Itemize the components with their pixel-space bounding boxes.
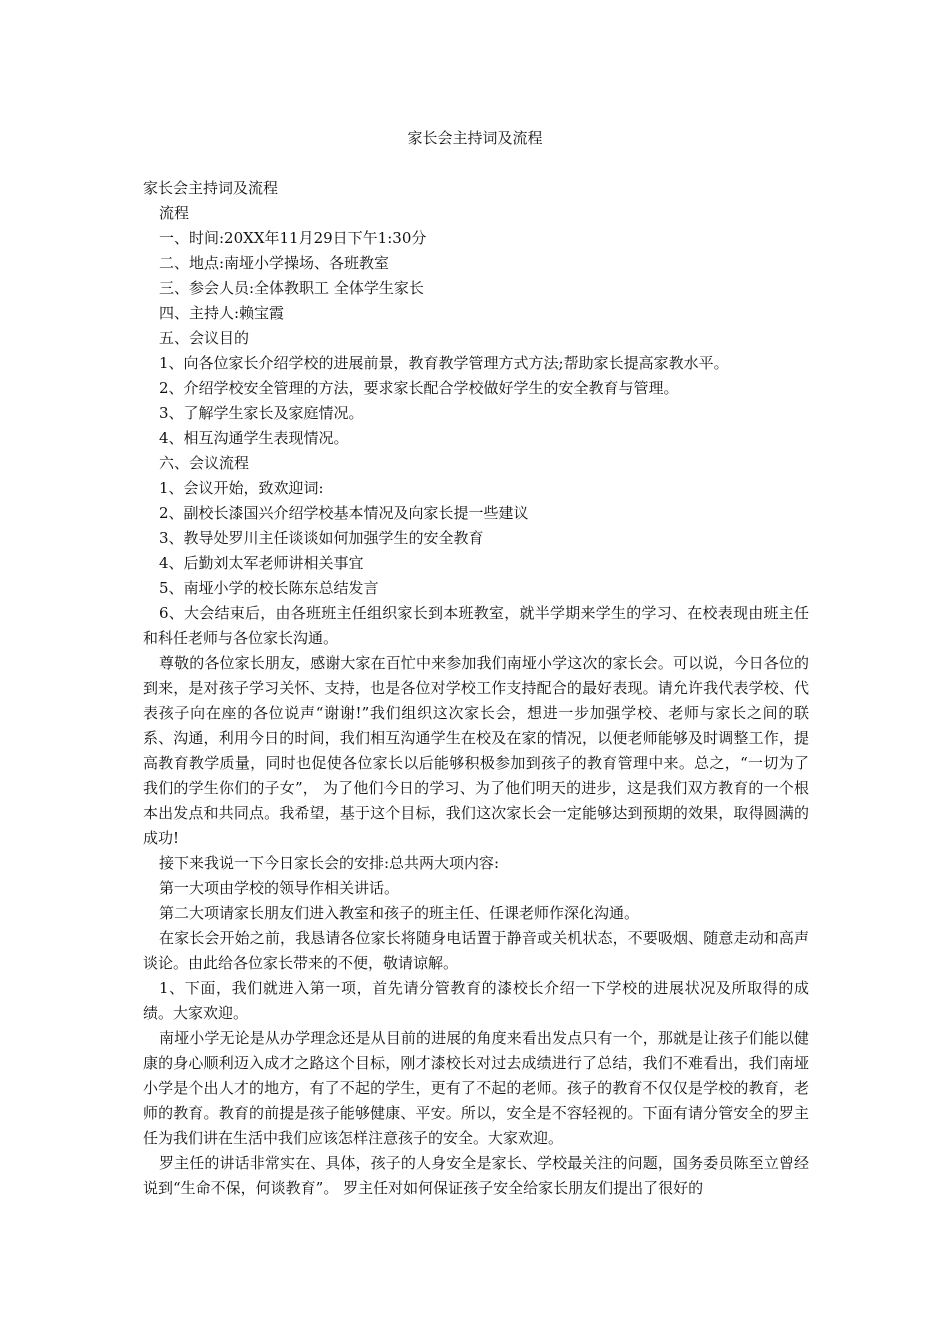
- text-line: 三、参会人员:全体教职工 全体学生家长: [159, 279, 424, 297]
- text-line: 流程: [159, 204, 190, 222]
- paragraph: 尊敬的各位家长朋友，感谢大家在百忙中来参加我们南垭小学这次的家长会。可以说，今日各位的到来，是对孩子学习关怀、支持，也是各位对学校工作支持配合的最好表现。请允许我代表学校、代表孩子向在座的各位说声“谢谢!”我们组织这次家长会，想进一步加强学校、老师与家长之间的联系、沟通，利用今日的时间，我们相互沟通学生在校及在家的情况，以便老师能够及时调整工作，提高教育教学质量，同时也促使各位家长以后能够积极参加到孩子的教育管理中来。总之，“一切为了我们的学生你们的子女”， 为了他们今日的学习、为了他们明天的进步，这是我们双方教育的一个根本出发点和共同点。我希望，基于这个目标，我们这次家长会一定能够达到预期的效果，取得圆满的成功!: [143, 654, 809, 847]
- text-line: 4、后勤刘太军老师讲相关事宜: [159, 554, 364, 572]
- paragraph: 第一大项由学校的领导作相关讲话。: [159, 879, 400, 897]
- document-heading: 家长会主持词及流程: [143, 179, 279, 197]
- text-line: 2、副校长漆国兴介绍学校基本情况及向家长提一些建议: [159, 504, 529, 522]
- paragraph: 南垭小学无论是从办学理念还是从目前的进展的角度来看出发点只有一个，那就是让孩子们能以健康的身心顺利迈入成才之路这个目标，刚才漆校长对过去成绩进行了总结，我们不难看出，我们南垭小学是个出人才的地方，有了不起的学生，更有了不起的老师。孩子的教育不仅仅是学校的教育，老师的教育。教育的前提是孩子能够健康、平安。所以，安全是不容轻视的。下面有请分管安全的罗主任为我们讲在生活中我们应该怎样注意孩子的安全。大家欢迎。: [143, 1029, 809, 1147]
- text-line: 四、主持人:赖宝霞: [159, 304, 285, 322]
- text-line: 1、会议开始，致欢迎词:: [159, 479, 324, 497]
- paragraph: 罗主任的讲话非常实在、具体，孩子的人身安全是家长、学校最关注的问题，国务委员陈至立曾经说到“生命不保，何谈教育”。 罗主任对如何保证孩子安全给家长朋友们提出了很好的: [143, 1154, 809, 1197]
- paragraph: 接下来我说一下今日家长会的安排:总共两大项内容:: [159, 854, 500, 872]
- text-line: 3、了解学生家长及家庭情况。: [159, 404, 364, 422]
- text-line: 五、会议目的: [159, 329, 250, 347]
- text-line: 二、地点:南垭小学操场、各班教室: [159, 254, 390, 272]
- text-line: 5、南垭小学的校长陈东总结发言: [159, 579, 379, 597]
- text-line: 1、向各位家长介绍学校的进展前景，教育教学管理方式方法;帮助家长提高家教水平。: [159, 354, 729, 372]
- paragraph: 第二大项请家长朋友们进入教室和孩子的班主任、任课老师作深化沟通。: [159, 904, 640, 922]
- text-line: 六、会议流程: [159, 454, 250, 472]
- text-line: 2、介绍学校安全管理的方法，要求家长配合学校做好学生的安全教育与管理。: [159, 379, 679, 397]
- document-body: [143, 176, 809, 1201]
- text-line: 一、时间:20XX年11月29日下午1:30分: [159, 229, 427, 247]
- paragraph: 1、下面，我们就进入第一项，首先请分管教育的漆校长介绍一下学校的进展状况及所取得的成绩。大家欢迎。: [143, 979, 809, 1022]
- document-title: 家长会主持词及流程: [407, 129, 543, 147]
- paragraph: 在家长会开始之前，我恳请各位家长将随身电话置于静音或关机状态，不要吸烟、随意走动和高声谈论。由此给各位家长带来的不便，敬请谅解。: [143, 929, 809, 972]
- text-line: 4、相互沟通学生表现情况。: [159, 429, 349, 447]
- text-line: 3、教导处罗川主任谈谈如何加强学生的安全教育: [159, 529, 484, 547]
- paragraph: 6、大会结束后，由各班班主任组织家长到本班教室，就半学期来学生的学习、在校表现由班主任和科任老师与各位家长沟通。: [143, 604, 809, 647]
